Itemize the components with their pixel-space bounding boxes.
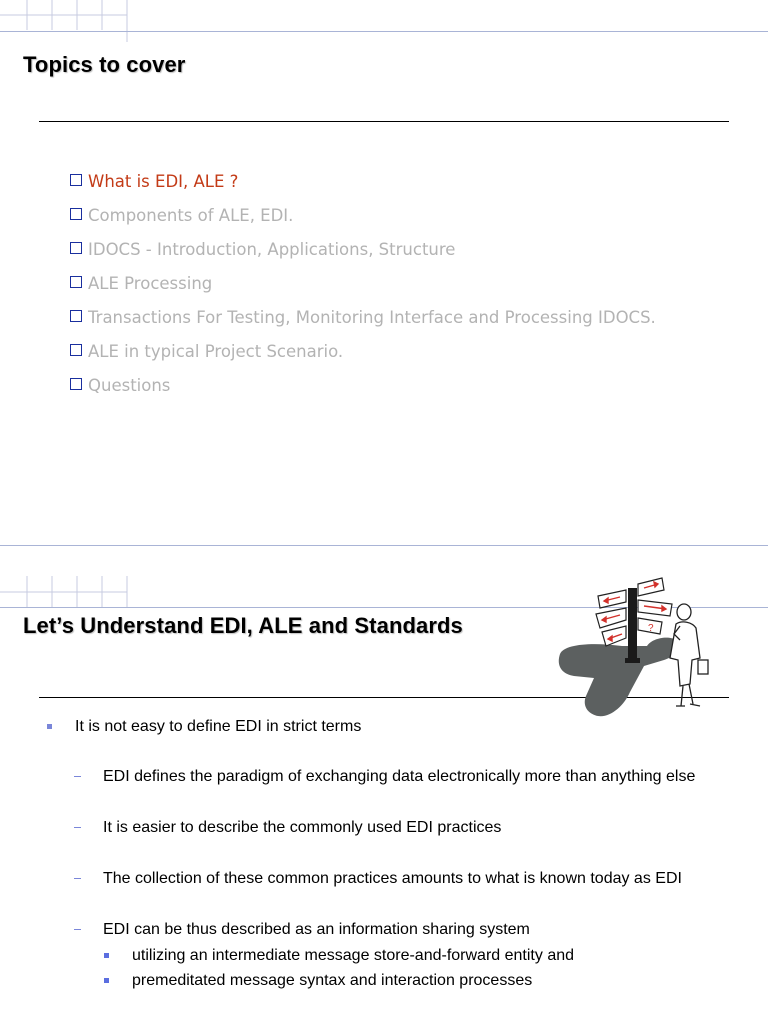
bullet-text: EDI can be thus described as an information sharing system	[103, 921, 530, 938]
signpost-man-clipart	[552, 574, 732, 719]
bullet-text: It is not easy to define EDI in strict terms	[75, 718, 362, 735]
corner-grid-decoration	[0, 0, 130, 44]
checkbox-icon	[70, 242, 82, 254]
checkbox-icon	[70, 174, 82, 186]
svg-text:?: ?	[648, 623, 654, 634]
topic-label: Questions	[88, 376, 171, 395]
corner-grid-decoration	[0, 546, 130, 608]
topic-item	[70, 238, 670, 261]
topic-label: Components of ALE, EDI.	[88, 206, 294, 225]
checkbox-icon	[70, 310, 82, 322]
bullet-text: utilizing an intermediate message store-and-forward entity and	[132, 947, 575, 964]
bullet-item-level-2	[47, 868, 727, 890]
square-bullet-icon	[47, 724, 52, 729]
slide-title: Let’s Understand EDI, ALE and Standards	[23, 613, 463, 638]
bullet-text: EDI defines the paradigm of exchanging data electronically more than anything else	[103, 768, 696, 785]
header-line	[0, 31, 768, 32]
topic-label: ALE in typical Project Scenario.	[88, 342, 344, 361]
bullet-item-level-2	[47, 919, 727, 941]
topic-item	[70, 374, 670, 397]
topic-item	[70, 204, 670, 227]
bullet-item-level-3	[47, 970, 727, 992]
square-bullet-icon	[104, 978, 109, 983]
bullet-text: It is easier to describe the commonly used EDI practices	[103, 819, 502, 836]
title-divider	[39, 121, 729, 122]
bullet-text: The collection of these common practices amounts to what is known today as EDI	[103, 870, 682, 887]
bullet-text: premeditated message syntax and interaction processes	[132, 972, 533, 989]
bullet-item-level-2	[47, 817, 727, 839]
checkbox-icon	[70, 378, 82, 390]
topic-item	[70, 306, 670, 329]
checkbox-icon	[70, 276, 82, 288]
topic-list	[70, 170, 670, 408]
bullet-item-level-3	[47, 945, 727, 967]
topic-label: ALE Processing	[88, 274, 213, 293]
square-bullet-icon	[104, 953, 109, 958]
slide-title: Topics to cover	[23, 52, 186, 77]
bullet-list	[47, 716, 727, 995]
dash-bullet-icon	[74, 878, 81, 879]
topic-label: Transactions For Testing, Monitoring Interface and Processing IDOCS.	[88, 308, 656, 327]
dash-bullet-icon	[74, 827, 81, 828]
slide-edi-ale	[0, 545, 768, 1025]
topic-label: What is EDI, ALE ?	[88, 172, 239, 191]
dash-bullet-icon	[74, 929, 81, 930]
topic-item	[70, 272, 670, 295]
topic-item	[70, 170, 670, 193]
topic-item	[70, 340, 670, 363]
dash-bullet-icon	[74, 776, 81, 777]
checkbox-icon	[70, 344, 82, 356]
checkbox-icon	[70, 208, 82, 220]
bullet-item-level-2	[47, 766, 727, 788]
bullet-item-level-1	[47, 716, 727, 738]
topic-label: IDOCS - Introduction, Applications, Structure	[88, 240, 456, 259]
